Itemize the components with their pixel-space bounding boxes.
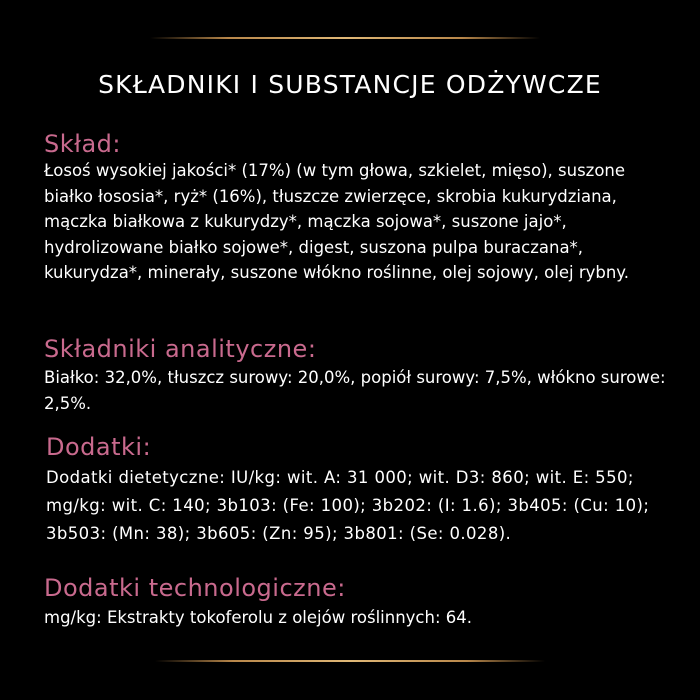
section-text-technologiczne: mg/kg: Ekstrakty tokoferolu z olejów roślinnych: 64. [44,608,472,627]
page-title: SKŁADNIKI I SUBSTANCJE ODŻYWCZE [98,70,602,99]
section-sklad [44,131,666,286]
section-text-dodatki: Dodatki dietetyczne: IU/kg: wit. A: 31 000; wit. D3: 860; wit. E: 550; mg/kg: wit. C: 140; 3b103: (Fe: 100); 3b202: (I: 1.6); 3b405: (Cu: 10); 3b503: (Mn: 38); 3b605: (Zn: 95); 3b801: (Se: 0.028). [46,468,650,543]
section-heading-analityczne: Składniki analityczne: [44,335,317,363]
top-gold-divider [150,37,540,39]
section-text-analityczne: Białko: 32,0%, tłuszcz surowy: 20,0%, popiół surowy: 7,5%, włókno surowe: 2,5%. [44,368,666,413]
bottom-gold-divider [155,660,545,662]
section-dodatki [46,434,668,548]
section-analityczne [44,336,666,416]
section-heading-technologiczne: Dodatki technologiczne: [44,574,346,602]
section-heading-sklad: Skład: [44,130,121,158]
section-text-sklad: Łosoś wysokiej jakości* (17%) (w tym głowa, szkielet, mięso), suszone białko łososia*, ryż* (16%), tłuszcze zwierzęce, skrobia kukurydziana, mączka białkowa z kukurydzy*, mączka sojowa*, suszone jajo*, hydrolizowane białko sojowe*, digest, suszona pulpa buraczana*, kukurydza*, minerały, suszone włókno roślinne, olej sojowy, olej rybny. [44,161,629,282]
section-heading-dodatki: Dodatki: [46,433,152,461]
section-technologiczne [44,575,666,631]
